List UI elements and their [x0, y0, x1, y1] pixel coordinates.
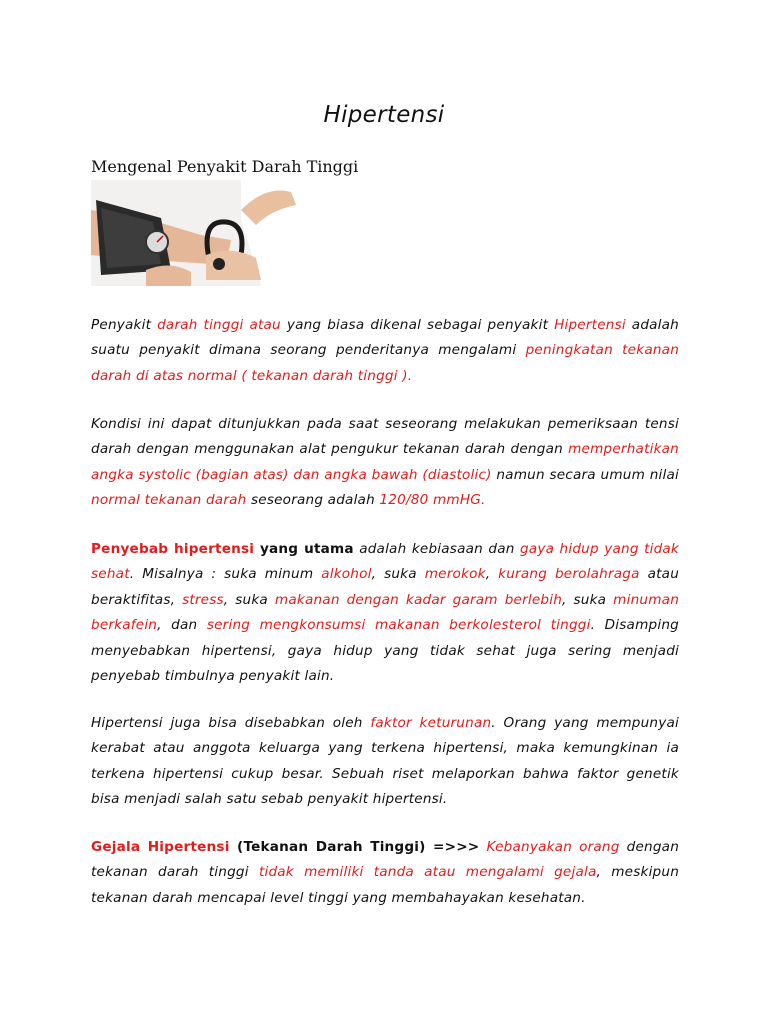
text-run: Kondisi ini dapat ditunjukkan pada saat seseorang melakukan pemeriksaan tensi darah dengan menggunakan alat pengukur tekanan darah dengan: [91, 416, 679, 458]
text-run: adalah suatu penyakit dimana seorang penderitanya mengalami: [91, 317, 679, 359]
text-run: , suka: [371, 566, 425, 583]
blood-pressure-measurement-image: [91, 180, 301, 286]
paragraph-measurement: [91, 412, 679, 514]
paragraph-definition: [91, 313, 679, 389]
highlighted-text-run: peningkatan tekanan darah di atas normal ( tekanan darah tinggi ).: [91, 342, 680, 384]
highlighted-text-run: darah tinggi atau: [157, 317, 281, 333]
text-run: , meskipun tekanan darah mencapai level tinggi yang membahayakan kesehatan.: [91, 864, 680, 906]
text-run: , suka: [562, 591, 614, 608]
highlighted-text-run: memperhatikan angka systolic (bagian atas) dan angka bawah (diastolic): [91, 441, 679, 483]
highlighted-text-run: Penyebab hipertensi: [91, 541, 255, 557]
text-run: Penyakit: [91, 317, 158, 333]
highlighted-text-run: gaya hidup yang tidak sehat: [91, 541, 680, 583]
highlighted-text-run: normal tekanan darah: [91, 492, 247, 509]
highlighted-text-run: yang utama: [254, 541, 354, 557]
highlighted-text-run: makanan dengan kadar garam berlebih: [274, 591, 563, 608]
text-run: yang biasa dikenal sebagai penyakit: [280, 317, 555, 333]
text-run: , dan: [157, 617, 207, 634]
highlighted-text-run: kurang berolahraga: [498, 566, 640, 583]
highlighted-text-run: 120/80 mmHG.: [379, 492, 486, 509]
highlighted-text-run: Hipertensi: [554, 317, 626, 333]
paragraph-causes: [91, 537, 679, 689]
highlighted-text-run: tidak memiliki tanda atau mengalami gejala: [258, 864, 597, 881]
highlighted-text-run: merokok: [424, 566, 486, 583]
text-run: adalah kebiasaan dan: [353, 541, 520, 557]
text-run: . Misalnya : suka minum: [129, 566, 322, 583]
highlighted-text-run: alkohol: [321, 566, 372, 583]
blood-pressure-photo: [91, 180, 301, 286]
text-run: atau beraktifitas,: [91, 566, 680, 608]
highlighted-text-run: sering mengkonsumsi makanan berkolesterol tinggi: [206, 617, 591, 634]
highlighted-text-run: stress: [182, 591, 224, 608]
paragraph-symptoms: [91, 835, 679, 911]
text-run: namun secara umum nilai: [491, 466, 679, 483]
highlighted-text-run: minuman berkafein: [91, 591, 680, 634]
text-run: , suka: [223, 591, 275, 608]
highlighted-text-run: faktor keturunan: [370, 715, 492, 731]
text-run: dengan tekanan darah tinggi: [91, 839, 680, 881]
paragraph-heredity: [91, 711, 679, 813]
highlighted-text-run: (Tekanan Darah Tinggi) =>>>: [229, 839, 480, 855]
highlighted-text-run: Gejala Hipertensi: [91, 839, 230, 855]
text-run: seseorang adalah: [246, 492, 380, 509]
text-run: . Orang yang mempunyai kerabat atau anggota keluarga yang terkena hipertensi, maka kemungkinan ia terkena hipertensi cukup besar. Sebuah riset melaporkan bahwa faktor genetik bisa menjadi salah satu sebab penyakit hipertensi.: [91, 715, 679, 808]
text-run: ,: [485, 566, 499, 583]
highlighted-text-run: Kebanyakan orang: [486, 839, 620, 855]
document-subtitle: Mengenal Penyakit Darah Tinggi: [91, 157, 359, 176]
text-run: . Disamping menyebabkan hipertensi, gaya hidup yang tidak sehat juga sering menjadi penyebab timbulnya penyakit lain.: [91, 617, 679, 685]
text-run: Hipertensi juga bisa disebabkan oleh: [91, 715, 371, 731]
document-title: Hipertensi: [323, 102, 445, 128]
